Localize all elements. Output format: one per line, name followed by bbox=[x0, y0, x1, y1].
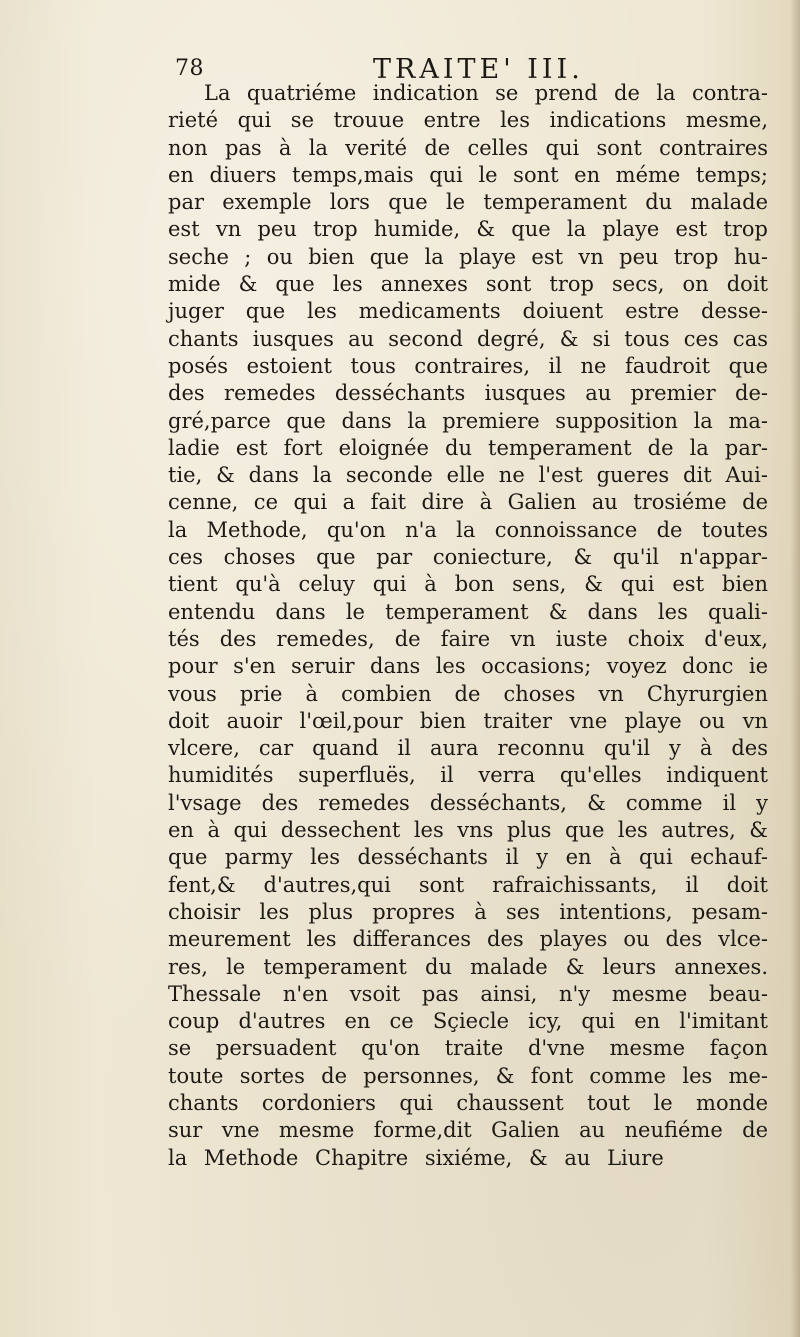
text-line: que parmy les desséchants il y en à qui echauf- bbox=[168, 845, 768, 870]
text-line: seche ; ou bien que la playe est vn peu trop hu- bbox=[168, 244, 768, 269]
running-head: TRAITE' III. bbox=[373, 54, 584, 85]
text-line: La quatriéme indication se prend de la contra- bbox=[204, 81, 768, 105]
text-line: par exemple lors que le temperament du malade bbox=[168, 190, 768, 215]
text-line: la Methode, qu'on n'a la connoissance de toutes bbox=[168, 517, 768, 542]
text-line: des remedes desséchants iusques au premier de- bbox=[168, 381, 768, 406]
text-line: meurement les differances des playes ou des vlce- bbox=[168, 927, 768, 952]
text-line: l'vsage des remedes desséchants, & comme il y bbox=[168, 790, 768, 815]
text-line: Thessale n'en vsoit pas ainsi, n'y mesme beau- bbox=[168, 981, 768, 1006]
text-line: posés estoient tous contraires, il ne faudroit que bbox=[168, 353, 768, 378]
text-line: tient qu'à celuy qui à bon sens, & qui est bien bbox=[168, 572, 768, 597]
text-line: ces choses que par coniecture, & qu'il n'appar- bbox=[168, 545, 768, 570]
text-line: rieté qui se trouue entre les indications mesme, bbox=[168, 108, 768, 133]
text-line: tés des remedes, de faire vn iuste choix d'eux, bbox=[168, 626, 768, 651]
text-line: choisir les plus propres à ses intentions, pesam- bbox=[168, 899, 768, 924]
text-line: en diuers temps,mais qui le sont en méme temps; bbox=[168, 162, 768, 187]
text-line: la Methode Chapitre sixiéme, & au Liure bbox=[168, 1145, 664, 1170]
text-line: sur vne mesme forme,dit Galien au neufiéme de bbox=[168, 1118, 768, 1143]
text-line: toute sortes de personnes, & font comme les me- bbox=[168, 1063, 768, 1088]
text-line: pour s'en seruir dans les occasions; voyez donc ie bbox=[168, 654, 768, 679]
text-line: juger que les medicaments doiuent estre desse- bbox=[168, 299, 768, 324]
text-line: se persuadent qu'on traite d'vne mesme façon bbox=[168, 1036, 768, 1061]
text-line: vlcere, car quand il aura reconnu qu'il y à des bbox=[168, 736, 768, 761]
text-line: doit auoir l'œil,pour bien traiter vne playe ou vn bbox=[168, 708, 768, 733]
text-line: est vn peu trop humide, & que la playe est trop bbox=[168, 217, 768, 242]
text-line: humidités superfluës, il verra qu'elles indiquent bbox=[168, 763, 768, 788]
text-line: coup d'autres en ce Sçiecle icy, qui en l'imitant bbox=[168, 1009, 768, 1034]
text-line: en à qui dessechent les vns plus que les autres, & bbox=[168, 818, 768, 843]
text-line: non pas à la verité de celles qui sont contraires bbox=[168, 135, 768, 160]
text-line: entendu dans le temperament & dans les quali- bbox=[168, 599, 768, 624]
body-text bbox=[168, 80, 768, 1172]
text-line: fent,& d'autres,qui sont rafraichissants, il doit bbox=[168, 872, 768, 897]
text-line: res, le temperament du malade & leurs annexes. bbox=[168, 954, 768, 979]
text-line: tie, & dans la seconde elle ne l'est gueres dit Aui- bbox=[168, 463, 768, 488]
page-edge-shadow bbox=[790, 0, 800, 1337]
text-line: mide & que les annexes sont trop secs, on doit bbox=[168, 272, 768, 297]
text-line: cenne, ce qui a fait dire à Galien au trosiéme de bbox=[168, 490, 768, 515]
text-line: ladie est fort eloignée du temperament de la par- bbox=[168, 435, 768, 460]
text-line: chants cordoniers qui chaussent tout le monde bbox=[168, 1090, 768, 1115]
page-number: 78 bbox=[175, 56, 204, 81]
text-line: chants iusques au second degré, & si tous ces cas bbox=[168, 326, 768, 351]
text-line: vous prie à combien de choses vn Chyrurgien bbox=[168, 681, 768, 706]
text-line: gré,parce que dans la premiere supposition la ma- bbox=[168, 408, 768, 433]
